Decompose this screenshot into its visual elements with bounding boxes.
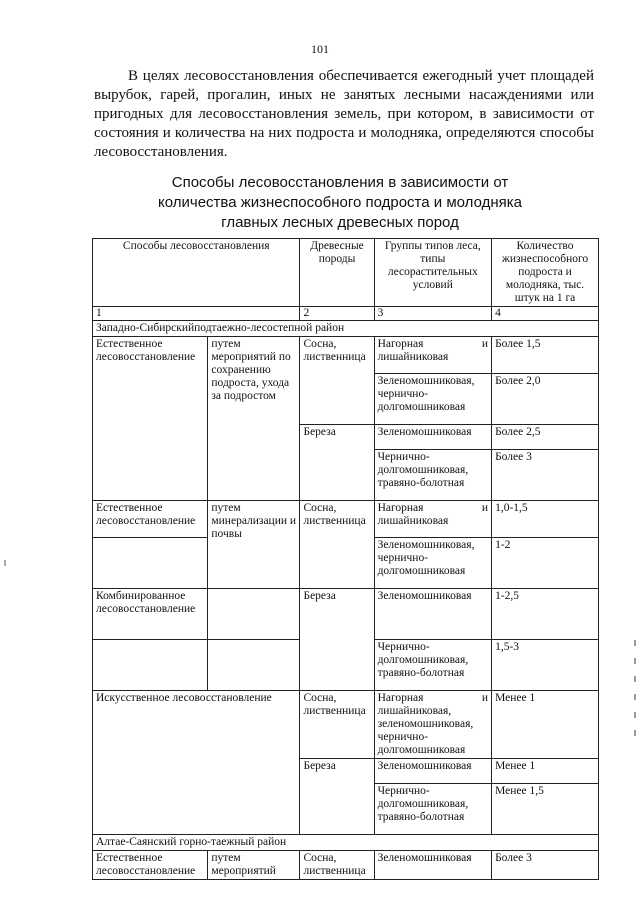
submethod-cell: путем минерализации и почвы: [208, 501, 300, 589]
header-quantity: Количество жизнеспособного подроста и молодняка, тыс. штук на 1 га: [492, 239, 599, 307]
region-row: [93, 321, 599, 337]
species-cell: Сосна, лиственница: [300, 501, 374, 589]
quantity-cell: Более 2,0: [492, 374, 599, 425]
scan-marks: [632, 640, 638, 840]
forest-type-cell: Нагорная и лишайниковая: [374, 337, 492, 374]
table-title: [120, 173, 560, 233]
quantity-cell: 1,5-3: [492, 640, 599, 691]
column-number: 3: [374, 307, 492, 321]
quantity-cell: Менее 1: [492, 759, 599, 784]
table-title-line-2: количества жизнеспособного подроста и молодняка: [158, 194, 522, 211]
quantity-cell: Более 3: [492, 851, 599, 880]
table-title-line-1: Способы лесовосстановления в зависимости от: [171, 174, 509, 191]
method-cell: Комбинированное лесовосстановление: [93, 589, 208, 640]
reforestation-table: [92, 238, 599, 880]
species-cell: Сосна, лиственница: [300, 851, 374, 880]
species-cell: Береза: [300, 425, 374, 501]
forest-type-cell: Зеленомошниковая: [374, 589, 492, 640]
region-row: [93, 835, 599, 851]
page-number: 101: [311, 42, 329, 56]
column-number: 2: [300, 307, 374, 321]
species-cell: Береза: [300, 589, 374, 691]
scan-mark: [4, 560, 6, 566]
forest-type-cell: Чернично-долгомошниковая, травяно-болотная: [374, 640, 492, 691]
quantity-cell: Более 1,5: [492, 337, 599, 374]
method-cell: Естественное лесовосстановление: [93, 851, 208, 880]
quantity-cell: 1-2,5: [492, 589, 599, 640]
header-species: Древесные породы: [300, 239, 374, 307]
region-name: Западно-Сибирскийподтаежно-лесостепной район: [93, 321, 599, 337]
quantity-cell: Более 2,5: [492, 425, 599, 450]
forest-type-cell: Зеленомошниковая, чернично-долгомошниковая: [374, 374, 492, 425]
column-number-row: [93, 307, 599, 321]
species-cell: Сосна, лиственница: [300, 691, 374, 759]
quantity-cell: 1,0-1,5: [492, 501, 599, 538]
table-row: [93, 501, 599, 538]
method-cell: Искусственное лесовосстановление: [93, 691, 300, 835]
header-method: Способы лесовосстановления: [93, 239, 300, 307]
intro-paragraph: [94, 67, 594, 162]
submethod-cell: путем мероприятий по сохранению подроста, ухода за подростом: [208, 337, 300, 501]
submethod-cell: путем мероприятий: [208, 851, 300, 880]
table-row: [93, 851, 599, 880]
table-title-line-3: главных лесных древесных пород: [221, 214, 459, 231]
forest-type-cell: Зеленомошниковая: [374, 425, 492, 450]
forest-type-cell: Нагорная и лишайниковая: [374, 501, 492, 538]
quantity-cell: Менее 1,5: [492, 784, 599, 835]
table-row: [93, 589, 599, 640]
forest-type-cell: Зеленомошниковая: [374, 759, 492, 784]
quantity-cell: Менее 1: [492, 691, 599, 759]
table-row: [93, 337, 599, 374]
forest-type-cell: Чернично-долгомошниковая, травяно-болотная: [374, 784, 492, 835]
quantity-cell: 1-2: [492, 538, 599, 589]
species-cell: Береза: [300, 759, 374, 835]
table-row: [93, 691, 599, 759]
method-cell: Естественное лесовосстановление: [93, 337, 208, 501]
forest-type-cell: Чернично-долгомошниковая, травяно-болотная: [374, 450, 492, 501]
column-number: 4: [492, 307, 599, 321]
region-name: Алтае-Саянский горно-таежный район: [93, 835, 599, 851]
intro-paragraph-text: В целях лесовосстановления обеспечивается ежегодный учет площадей вырубок, гарей, прогалин, иных не занятых лесными насаждениями или пригодных для лесовосстановления земель, при котором, в зависимости от состояния и количества на них подроста и молодняка, определяются способы лесовосстановления.: [94, 68, 594, 160]
forest-type-cell: Нагорная и лишайниковая, зеленомошниковая, чернично-долгомошниковая: [374, 691, 492, 759]
column-number: 1: [93, 307, 300, 321]
empty-cell: [93, 538, 208, 589]
empty-cell: [208, 589, 300, 640]
forest-type-cell: Зеленомошниковая, чернично-долгомошниковая: [374, 538, 492, 589]
quantity-cell: Более 3: [492, 450, 599, 501]
forest-type-cell: Зеленомошниковая: [374, 851, 492, 880]
empty-cell: [208, 640, 300, 691]
header-forest-types: Группы типов леса, типы лесорастительных условий: [374, 239, 492, 307]
method-cell: Естественное лесовосстановление: [93, 501, 208, 538]
species-cell: Сосна, лиственница: [300, 337, 374, 425]
empty-cell: [93, 640, 208, 691]
table-header-row: [93, 239, 599, 307]
